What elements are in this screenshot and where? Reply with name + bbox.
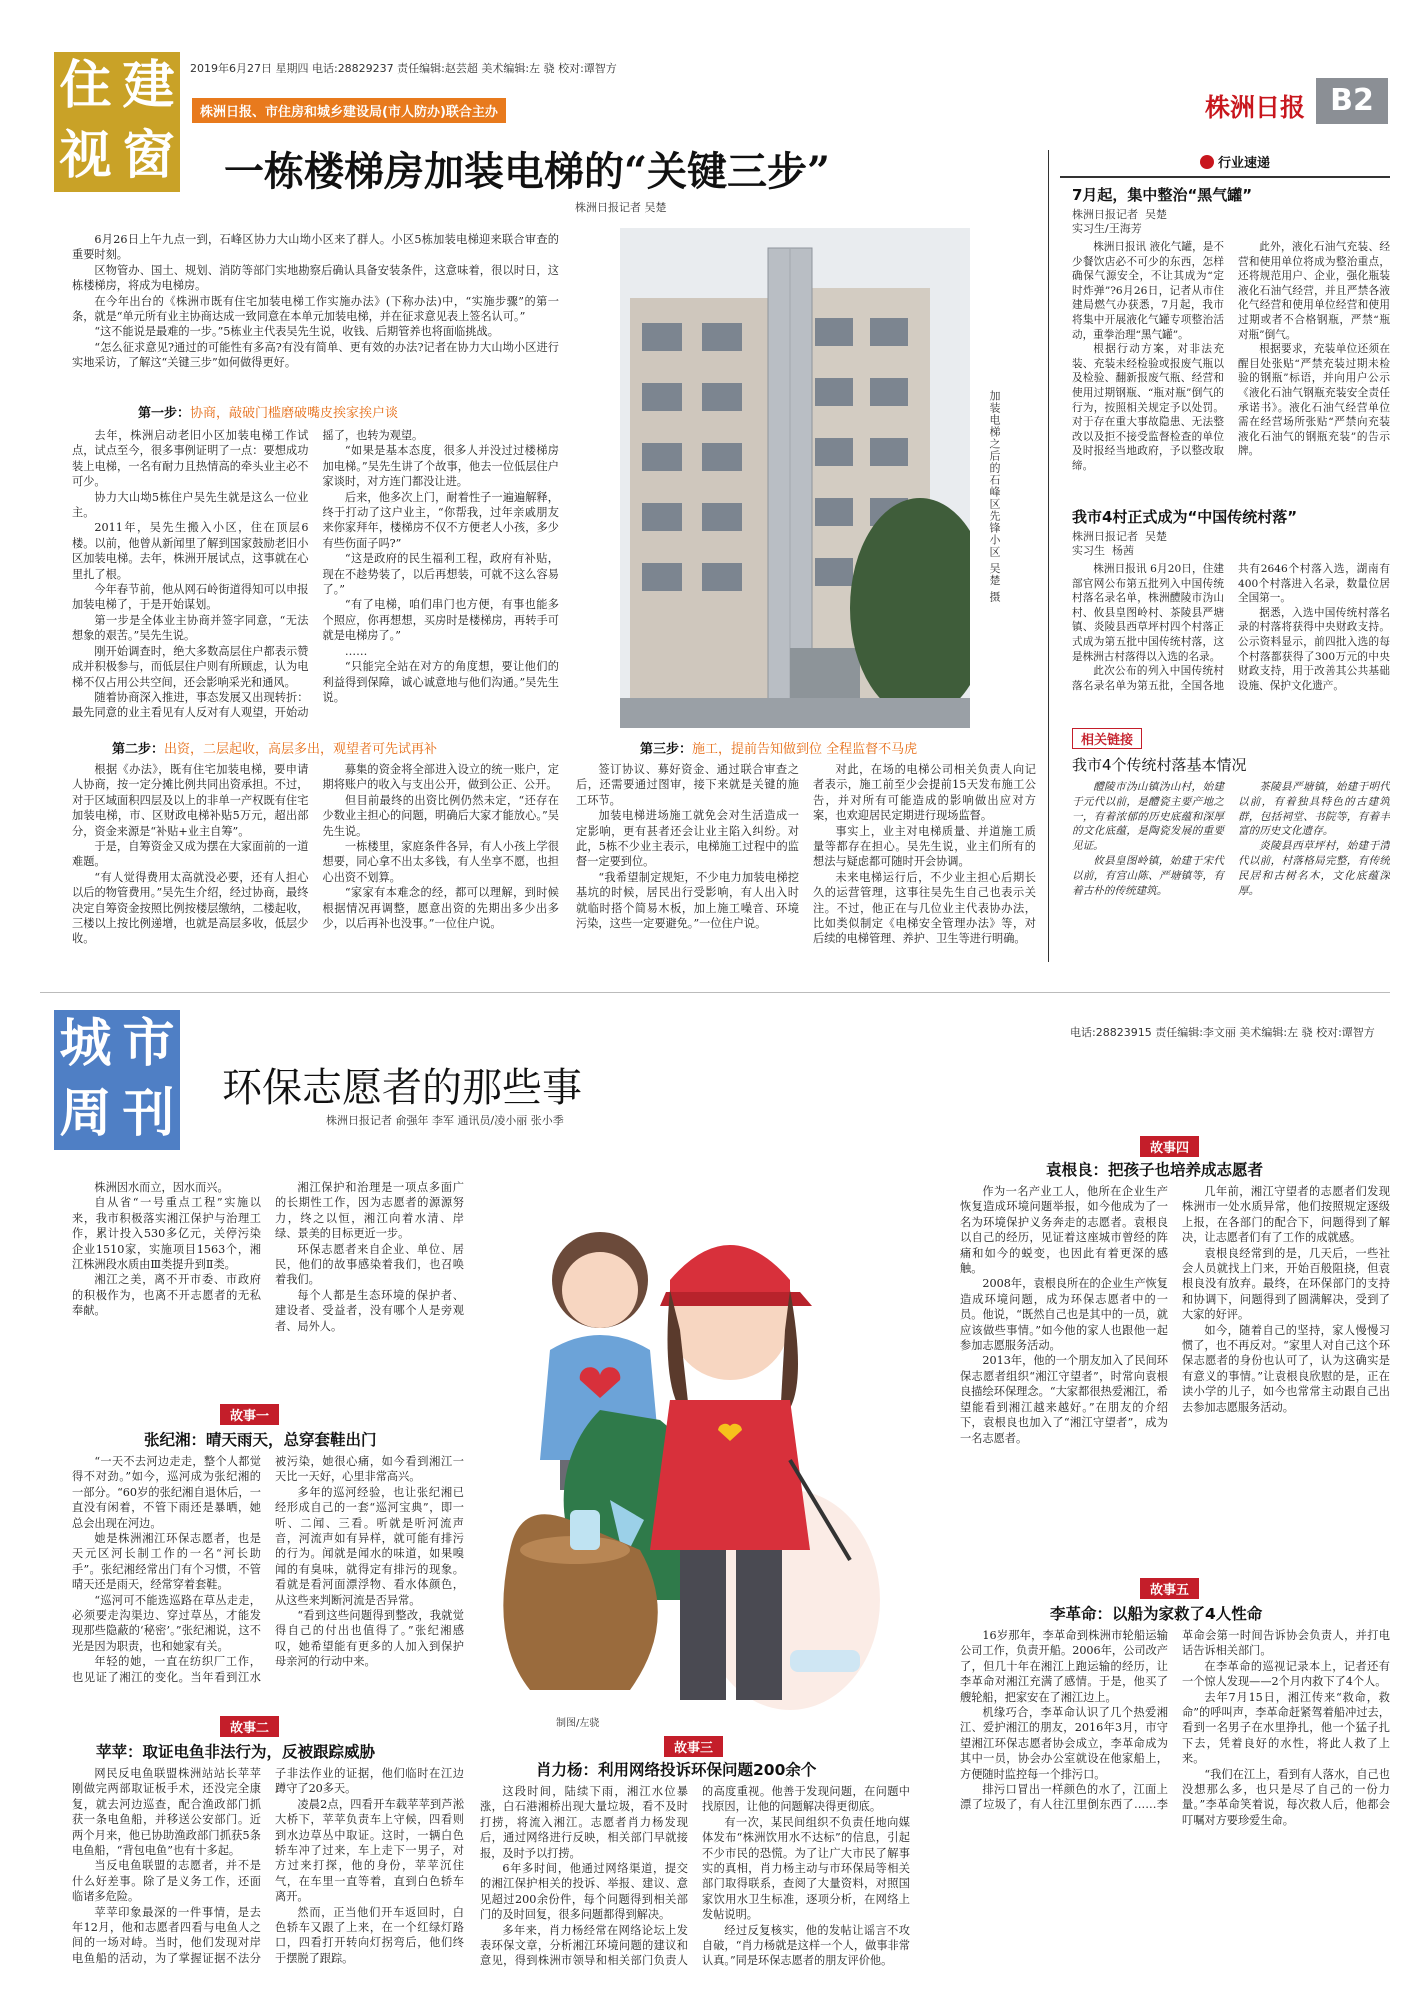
section-char: 窗 <box>122 126 175 187</box>
paragraph: 但目前最终的出资比例仍然未定，“还存在少数业主担心的问题，明确后大家才能放心。”吴先生说。 <box>322 793 559 838</box>
newspaper-logo: 株洲日报 <box>1205 93 1306 122</box>
story1-body <box>72 1454 464 1694</box>
section-char: 周 <box>59 1084 112 1145</box>
paragraph: 在李革命的巡视记录本上，记者还有一个惊人发现——2个月内救下了4个人。 <box>1182 1659 1390 1689</box>
volunteers-illustration <box>490 1080 890 1720</box>
sidebar-chip <box>1200 152 1270 171</box>
story3-tag: 故事三 <box>664 1736 723 1757</box>
news1-byline: 株洲日报记者 吴楚 实习生/王海芳 <box>1072 208 1167 235</box>
building-photo-svg <box>620 228 970 728</box>
step2-body <box>72 762 559 962</box>
paragraph: 事实上，业主对电梯质量、并道施工质量等都存在担心。吴先生说，业主们所有的想法与疑虑都可随时开会协调。 <box>813 824 1036 869</box>
step-label: 第二步： <box>112 742 165 757</box>
lower-byline: 株洲日报记者 俞强年 李军 通讯员/凌小丽 张小季 <box>326 1114 564 1127</box>
paragraph: 这段时间，陆续下雨，湘江水位暴涨，白石港湘桥出现大量垃圾，看不及时打捞，将流入湘江。志愿者肖力杨发现后，通过网络进行反映，相关部门早就接报，及时予以打捞。 <box>480 1785 688 1860</box>
chip-label: 行业速递 <box>1218 156 1271 171</box>
paragraph: 株洲因水而立，因水而兴。 <box>94 1181 229 1194</box>
story5-body <box>960 1628 1390 1978</box>
story1-title: 张纪湘：晴天雨天，总穿套鞋出门 <box>144 1431 377 1449</box>
paragraph: 湘江之美，离不开市委、市政府的积极作为，也离不开志愿者的无私奉献。 <box>72 1273 261 1318</box>
step1-body <box>72 428 559 726</box>
paragraph: 经过反复核实，他的发帖让谣言不攻自破，“肖力杨就是这样一个人，做事非常认真。”同是环保志愿者的朋友评价他。 <box>702 1923 910 1968</box>
column-divider <box>1048 150 1049 962</box>
story3-title: 肖力杨：利用网络投诉环保问题200余个 <box>536 1761 817 1779</box>
story4-title: 袁根良：把孩子也培养成志愿者 <box>1046 1161 1264 1179</box>
paragraph: 今年春节前，他从网石岭街道得知可以申报加装电梯了，于是开始谋划。 <box>72 583 309 612</box>
news1-body <box>1072 240 1390 498</box>
paragraph: 签订协议、募好资金、通过联合审查之后，还需要通过图审，接下来就是关键的施工环节。 <box>576 763 799 807</box>
paragraph: 自从省“一号重点工程”实施以来，我市积极落实湘江保护与治理工作，累计投入530多亿元，关停污染企业1510家，实施项目1563个，湘江株洲段水质由Ⅲ类提升到Ⅱ类。 <box>72 1196 261 1272</box>
paragraph: 她是株洲湘江环保志愿者，也是天元区河长制工作的一名“河长助手”。张纪湘经常出门有个习惯，不管晴天还是雨天，经常穿着套鞋。 <box>72 1532 261 1592</box>
paragraph: 第一步是全体业主协商并签字同意，“无法想象的艰苦。”吴先生说。 <box>72 613 309 643</box>
paragraph: “有了电梯，咱们串门也方便，有事也能多个照应，你再想想，买房时是楼梯房，再转手可就是电梯房了。” <box>322 598 559 643</box>
red-dot-icon <box>1200 155 1214 169</box>
section-tag-city <box>54 1010 180 1150</box>
paragraph: 区物管办、国土、规划、消防等部门实地勘察后确认具备安装条件，这意味着，很以时日，这栋楼梯房，将成为电梯房。 <box>72 263 559 293</box>
paragraph: 后来，他多次上门，耐着性子一遍遍解释，终于打动了这户业主，“你帮我，过年亲戚朋友来你家拜年，楼梯房不仅不方便老人小孩，多少有些伤面子吗?” <box>322 490 559 550</box>
building-elevator-photo <box>620 228 970 728</box>
paragraph: 醴陵市沩山镇沩山村，始建于元代以前，是醴瓷主要产地之一，有着浓郁的历史底蕴和深厚的文化底蕴，是陶瓷发展的重要见证。 <box>1072 781 1224 853</box>
partner-bar: 株洲日报、市住房和城乡建设局(市人防办)联合主办 <box>192 98 506 123</box>
step2-subhead <box>112 738 437 757</box>
section-char: 刊 <box>122 1084 175 1145</box>
paragraph: 6月26日上午九点一到，石峰区协力大山坳小区来了群人。小区5栋加装电梯迎来联合审查的重要时刻。 <box>72 233 559 262</box>
paragraph: 根据要求，充装单位还须在醒目处张贴“严禁充装过期未检验的钢瓶”标语，并向用户公示《液化石油气钢瓶充装安全责任承诺书》。液化石油气经营单位需在经营场所张贴“严禁向充装液化石油气的钢瓶充装”的告示牌。 <box>1238 343 1390 458</box>
lead-byline: 株洲日报记者 吴楚 <box>575 201 667 214</box>
story2-title: 苹苹：取证电鱼非法行为，反被跟踪威胁 <box>96 1743 376 1761</box>
section-tag-housing <box>54 52 180 192</box>
paragraph: 此外，液化石油气充装、经营和使用单位将成为整治重点，还将规范用户、企业，强化瓶装液化石油气经营，并且严禁各液化气经营和使用单位经营和使用过期或者不合格钢瓶，严禁“瓶对瓶”倒气。 <box>1238 241 1390 341</box>
story2-tag: 故事二 <box>220 1716 279 1737</box>
step3-subhead <box>640 738 917 757</box>
paragraph: 湘江保护和治理是一项点多面广的长期性工作，因为志愿者的源源努力，终之以恒，湘江向着水清、岸绿、景美的目标更近一步。 <box>275 1181 464 1241</box>
lower-headline: 环保志愿者的那些事 <box>222 1065 582 1111</box>
paragraph: “一天不去河边走走，整个人都觉得不对劲。”如今，巡河成为张纪湘的一部分。“60岁的张纪湘自退休后，一直没有闲着，不管下雨还是暴晒，她总会出现在河边。 <box>72 1455 261 1530</box>
story3-body <box>480 1784 910 1978</box>
paragraph: 攸县皇图岭镇，始建于宋代以前，有宫山陈、严塘镇等，有着古朴的传统建筑。 <box>1072 854 1224 897</box>
story5-title: 李革命：以船为家救了4人性命 <box>1050 1605 1263 1623</box>
paragraph: 去年，株洲启动老旧小区加装电梯工作试点，试点至今，很多事例证明了一点：要想成功装上电梯，一名有耐力且热情高的牵头业主必不可少。 <box>72 429 309 489</box>
paragraph: 16岁那年，李革命到株洲市轮船运输公司工作，负责开船。2006年，公司改产了，但几十年在湘江上跑运输的经历，让李革命对湘江充满了感情。于是，他买了艘轮船，把家安在了湘江边上。 <box>960 1629 1168 1704</box>
paragraph: …… <box>344 644 368 658</box>
news2-byline: 株洲日报记者 吴楚 实习生 杨茜 <box>1072 530 1167 557</box>
paragraph: 环保志愿者来自企业、单位、居民，他们的故事感染着我们，也召唤着我们。 <box>275 1242 464 1287</box>
paragraph: 茶陵县严塘镇，始建于明代以前，有着独具特色的古建筑群，包括祠堂、书院等，有着丰富的历史文化遗存。 <box>1238 781 1390 838</box>
paragraph: 随着协商深入推进，事态发展又出现转折：最先同意的业主看见有人反对有人观望，开始动摇了，也转为观望。 <box>72 429 424 720</box>
news1-title: 7月起，集中整治“黑气罐” <box>1072 186 1253 204</box>
paragraph: “怎么征求意见?通过的可能性有多高?有没有简单、更有效的办法?记者在协力大山坳小区进行实地采访，了解这“关键三步”如何做得更好。 <box>72 340 559 370</box>
news2-title: 我市4村正式成为“中国传统村落” <box>1072 508 1298 526</box>
related-link-body <box>1072 780 1390 960</box>
illustration-caption: 制图/左骁 <box>556 1718 600 1729</box>
step-text: 协商，敲破门槛磨破嘴皮挨家挨户谈 <box>190 406 399 421</box>
photo-caption: 加装电梯之后的石峰区先锋小区 吴楚 摄 <box>988 390 1001 603</box>
paragraph: 几年前，湘江守望者的志愿者们发现株洲市一处水质异常，他们按照规定逐级上报，在各部门的配合下，问题得到了解决，让志愿者们有了工作的成就感。 <box>1182 1185 1390 1245</box>
paragraph: 对此，在场的电梯公司相关负责人向记者表示，施工前至少会提前15天发布施工公告，并对所有可能造成的影响做出应对方案，也欢迎居民定期进行现场监督。 <box>813 763 1036 823</box>
paragraph: 多年的巡河经验，也让张纪湘已经形成自己的一套“巡河宝典”，即一听、二闻、三看。听就是听河流声音，河流声如有异样，就可能有排污的行为。闻就是闻水的味道，如果嗅闻的有臭味，就得定有排污的现象。看就是看河面漂浮物、看水体颜色，从这些来判断河流是否异常。 <box>275 1485 464 1607</box>
section-char: 视 <box>59 126 112 187</box>
page-topline: 2019年6月27日 星期四 电话:28829237 责任编辑:赵芸超 美术编辑:左 骁 校对:谭智方 <box>190 62 617 75</box>
paragraph: 每个人都是生态环境的保护者、建设者、受益者，没有哪个人是旁观者、局外人。 <box>275 1288 464 1333</box>
paragraph: 株洲日报讯 6月20日，住建部官网公布第五批列入中国传统村落名录名单，株洲醴陵市沩山村、攸县皇图岭村、茶陵县严塘镇、炎陵县西草坪村四个村落正式成为第五批中国传统村落，这是株洲古村落得以入选的名录。 <box>1072 563 1224 663</box>
related-link-tag: 相关链接 <box>1072 728 1142 749</box>
paragraph: 当反电鱼联盟的志愿者，并不是什么好差事。除了是义务工作，还面临诸多危险。 <box>72 1859 261 1904</box>
paragraph: 然而，正当他们开车返回时，白色轿车又跟了上来，在一个红绿灯路口，四看打开转向灯拐弯后，他们终于摆脱了跟踪。 <box>275 1905 464 1965</box>
paragraph: 株洲日报讯 液化气罐，是不少餐饮店必不可少的东西，怎样确保气源安全，不让其成为“定时炸弹”?6月26日，记者从市住建局燃气办获悉，7月起，我市将集中开展液化气罐专项整治活动，重拳治理“黑气罐”。 <box>1072 241 1224 341</box>
paragraph: 募集的资金将全部进入设立的统一账户，定期将账户的收入与支出公开，做到公正、公开。 <box>322 763 559 792</box>
paragraph: 炎陵县西草坪村，始建于清代以前，村落格局完整，有传统民居和古树名木，文化底蕴深厚。 <box>1238 840 1390 897</box>
story4-body <box>960 1184 1390 1570</box>
paragraph: 网民反电鱼联盟株洲站站长苹苹刚做完两部取证板手术，还没完全康复，就去河边巡查，配合渔政部门抓获一条电鱼船，并移送公安部门。近两个月来，他已协助渔政部门抓获5条电鱼船，“背包电鱼”也有十多起。 <box>72 1767 261 1858</box>
paragraph: 凌晨2点，四看开车载苹苹到芦淞大桥下，苹苹负责车上守候，四看则到水边草丛中取证。这时，一辆白色轿车冲了过来，车上走下一男子，对方过来打探，他的身份，苹苹沉住气，在车里一直等着，直到白色轿车离开。 <box>275 1797 464 1904</box>
step-label: 第一步： <box>138 406 191 421</box>
paragraph: 苹苹印象最深的一件事情，是去年12月，他和志愿者四看与电鱼人之间的一场对峙。当时，他们发现对岸电鱼船的活动，为了掌握证据不法分子非法作业的证据，他们临时在江边蹲守了20多天。 <box>72 1767 464 1965</box>
step3-body <box>576 762 1036 962</box>
paragraph: 机缘巧合，李革命认识了几个热爱湘江、爱护湘江的朋友，2016年3月，市守望湘江环保志愿者协会成立，李革命成为其中一员，协会办公室就设在他家船上，方便随时监控每一个排污口。 <box>960 1706 1168 1781</box>
step1-subhead <box>138 402 398 421</box>
lead-headline: 一栋楼梯房加装电梯的“关键三步” <box>224 148 831 195</box>
paragraph: 2011年，吴先生搬入小区，住在顶层6楼。以前，他曾从新闻里了解到国家鼓励老旧小区加装电梯。去年，株洲开展试点，这事就在心里扎了根。 <box>72 521 309 581</box>
paragraph: 一栋楼里，家庭条件各异，有人小孩上学很想要，同心拿不出太多钱，有人坐享不愿，也担心出资不划算。 <box>322 840 559 884</box>
paragraph: 2008年，袁根良所在的企业生产恢复造成环境问题，成为环保志愿者中的一员。他说，“既然自己也是其中的一员，就应该做些事情。”如今他的家人也跟他一起参加志愿服务活动。 <box>960 1277 1168 1353</box>
paragraph: “我希望制定规矩，不少电力加装电梯挖基坑的时候，居民出行受影响，有人出入时就临时搭个简易木板，加上施工噪音、环境污染，这些一定要避免。”一位住户说。 <box>576 870 799 931</box>
paragraph: “我们在江上，看到有人落水，自己也没想那么多，也只是尽了自己的一份力量。”李革命笑着说，每次救人后，他都会叮嘱对方要珍爱生命。 <box>1182 1767 1390 1827</box>
step-label: 第三步： <box>640 742 693 757</box>
paragraph: 据悉，入选中国传统村落名录的村落将获得中央财政支持。公示资料显示，前四批入选的每个村落都获得了300万元的中央财政支持，用于改善其公共基础设施、保护文化遗产。 <box>1238 606 1390 692</box>
paragraph: 多年来，肖力杨经常在网络论坛上发表环保文章，分析湘江环境问题的建议和意见，得到株洲市领导和相关部门负责人的高度重视。他善于发现问题，在问题中找原因，让他的问题解决得更彻底。 <box>480 1785 910 1968</box>
paragraph: “巡河可不能选巡路在草丛走走，必须要走沟渠边、穿过草丛，才能发现那些隐蔽的‘秘密’。”张纪湘说，这不光是因为职责，也和她家有关。 <box>72 1593 261 1653</box>
paragraph: 刚开始调查时，绝大多数高层住户都表示赞成并积极参与，而低层住户则有所顾虑，认为电梯不仅占用公共空间，还会影响采光和通风。 <box>72 644 309 689</box>
paragraph: “这是政府的民生福利工程，政府有补贴，现在不趁势装了，以后再想装，可就不这么容易了。” <box>322 552 559 597</box>
section-char: 城 <box>59 1014 112 1075</box>
paragraph: 在今年出台的《株洲市既有住宅加装电梯工作实施办法》(下称办法)中，“实施步骤”的第一条，就是“单元所有业主协商达成一致同意在本单元加装电梯，并在征求意见表上签名认可。” <box>72 294 559 324</box>
paragraph: 排污口冒出一样颜色的水了，江面上漂了垃圾了，有人往江里倒东西了……李革命会第一时间告诉协会负责人，并打电话告诉相关部门。 <box>960 1629 1390 1812</box>
paragraph: 年轻的她，一直在纺织厂工作，也见证了湘江的变化。当年看到江水被污染，她很心痛，如今看到湘江一天比一天好，心里非常高兴。 <box>72 1455 464 1684</box>
related-link-title: 我市4个传统村落基本情况 <box>1072 756 1247 774</box>
sidebar-rule <box>1060 176 1390 178</box>
paragraph: 此次公布的列入中国传统村落名录名单为第五批，全国各地共有2646个村落入选，湖南有400个村落进入名录，数量位居全国第一。 <box>1072 563 1390 692</box>
story2-body <box>72 1766 464 1978</box>
paragraph: “看到这些问题得到整改，我就觉得自己的付出也值得了。”张纪湘感叹，她希望能有更多的人加入到保护母亲河的行动中来。 <box>275 1609 464 1669</box>
paragraph: 协力大山坳5栋住户吴先生就是这么一位业主。 <box>72 490 309 520</box>
paragraph: 加装电梯进场施工就免会对生活造成一定影响，更有甚者还会让业主陷入纠纷。对此，5栋不少业主表示，电梯施工过程中的监督一定要到位。 <box>576 809 799 869</box>
section-char: 住 <box>59 56 112 117</box>
paragraph: 作为一名产业工人，他所在企业生产恢复造成环境问题举报，如今他成为了一名为环境保护义务奔走的志愿者。袁根良以自己的经历，见证着这座城市曾经的阵痛和如今的蜕变，也因此有着更深的感触。 <box>960 1185 1168 1276</box>
paragraph: “这不能说是最难的一步。”5栋业主代表吴先生说，收钱、后期管养也将面临挑战。 <box>94 325 499 339</box>
paragraph: 去年7月15日，湘江传来“救命，救命”的呼叫声，李革命赶紧驾着船冲过去，看到一名男子在水里挣扎，他一个猛子扎下去，凭着良好的水性，将此人救了上来。 <box>1182 1690 1390 1766</box>
paragraph: 袁根良经常到的是，几天后，一些社会人员就找上门来，开始百般阻挠，但袁根良没有放弃。最终，在环保部门的支持和协调下，问题得到了圆满解决，受到了大家的好评。 <box>1182 1246 1390 1322</box>
lower-topline: 电话:28823915 责任编辑:李文丽 美术编辑:左 骁 校对:谭智方 <box>1070 1026 1375 1039</box>
paragraph: 6年多时间，他通过网络渠道，提交的湘江保护相关的投诉、举报、建议、意见超过200余份件，每个问题得到相关部门的及时回复，很多问题都得到解决。 <box>480 1862 688 1922</box>
page-number: B2 <box>1316 78 1388 124</box>
section-char: 建 <box>122 56 175 117</box>
story5-tag: 故事五 <box>1140 1578 1199 1599</box>
news2-body <box>1072 562 1390 714</box>
paragraph: 于是，自筹资金又成为摆在大家面前的一道难题。 <box>72 840 309 869</box>
paragraph: 如今，随着自己的坚持，家人慢慢习惯了，也不再反对。“家里人对自己这个环保志愿者的身份也认可了，认为这确实是有意义的事情。”让袁根良欣慰的是，正在读小学的儿子，如今也常常主动跟自己出去参加志愿服务活动。 <box>1182 1323 1390 1414</box>
paragraph: “家家有本难念的经，都可以理解，到时候根据情况再调整，愿意出资的先期出多少出多少，以后再补也没事。”一位住户说。 <box>322 886 559 931</box>
step-text: 出资，二层起收，高层多出，观望者可先试再补 <box>164 742 438 757</box>
lower-intro <box>72 1180 464 1390</box>
section-char: 市 <box>122 1014 175 1075</box>
paragraph: 未来电梯运行后，不少业主担心后期长久的运营管理，这事往吴先生自己也表示关注。不过，他正在与几位业主代表协办法，比如类似制定《电梯安全管理办法》等，对后续的电梯管理、养护、卫生等进行明确。 <box>813 870 1036 946</box>
paragraph: “有人觉得费用太高就没必要，还有人担心以后的物管费用。”吴先生介绍，经过协商，最终决定自筹资金按照比例按楼层缴纳，二楼起收，三楼以上按比例递增，也就是高层多收，低层少收。 <box>72 870 309 946</box>
paragraph: 根据《办法》，既有住宅加装电梯，要申请人协商，按一定分摊比例共同出资承担。不过，对于区域面积四层及以上的非单一产权既有住宅加装电梯，市、区财政电梯补贴5万元，超出部分，资金来源是“补贴+业主自筹”。 <box>72 763 309 838</box>
step-text: 施工，提前告知做到位 全程监督不马虎 <box>692 742 918 757</box>
story4-tag: 故事四 <box>1140 1136 1199 1157</box>
paragraph: 有一次，某民间组织不负责任地向媒体发布“株洲饮用水不达标”的信息，引起不少市民的恐慌。为了让广大市民了解事实的真相，肖力杨主动与市环保局等相关部门取得联系，查阅了大量资料，对照国家饮用水卫生标准，逐项分析，在网络上发帖说明。 <box>702 1815 910 1922</box>
paragraph: “只能完全站在对方的角度想，要让他们的利益得到保障，诚心诚意地与他们沟通。”吴先生说。 <box>322 660 559 704</box>
lead-intro <box>72 232 559 394</box>
paragraph: 2013年，他的一个朋友加入了民间环保志愿者组织“湘江守望者”，时常向袁根良描绘环保理念。“大家都很热爱湘江，希望能看到湘江越来越好。”在朋友的介绍下，袁根良也加入了“湘江守望者”，成为一名志愿者。 <box>960 1354 1168 1445</box>
story1-tag: 故事一 <box>220 1404 279 1425</box>
paragraph: “如果是基本态度，很多人并没过过楼梯房加电梯。”吴先生讲了个故事，他去一位低层住户家谈时，对方连门都没让进。 <box>322 444 559 489</box>
paragraph: 根据行动方案，对非法充装、充装未经检验或报废气瓶以及检验、翻新报废气瓶、经营和使用过期钢瓶、“瓶对瓶”倒气的行为，按照相关规定予以处罚。对于存在重大事故隐患、无法整改以及拒不接受监督检查的单位及时报经当地政府，予以整改取缔。 <box>1072 343 1224 472</box>
page-divider <box>40 992 1390 993</box>
